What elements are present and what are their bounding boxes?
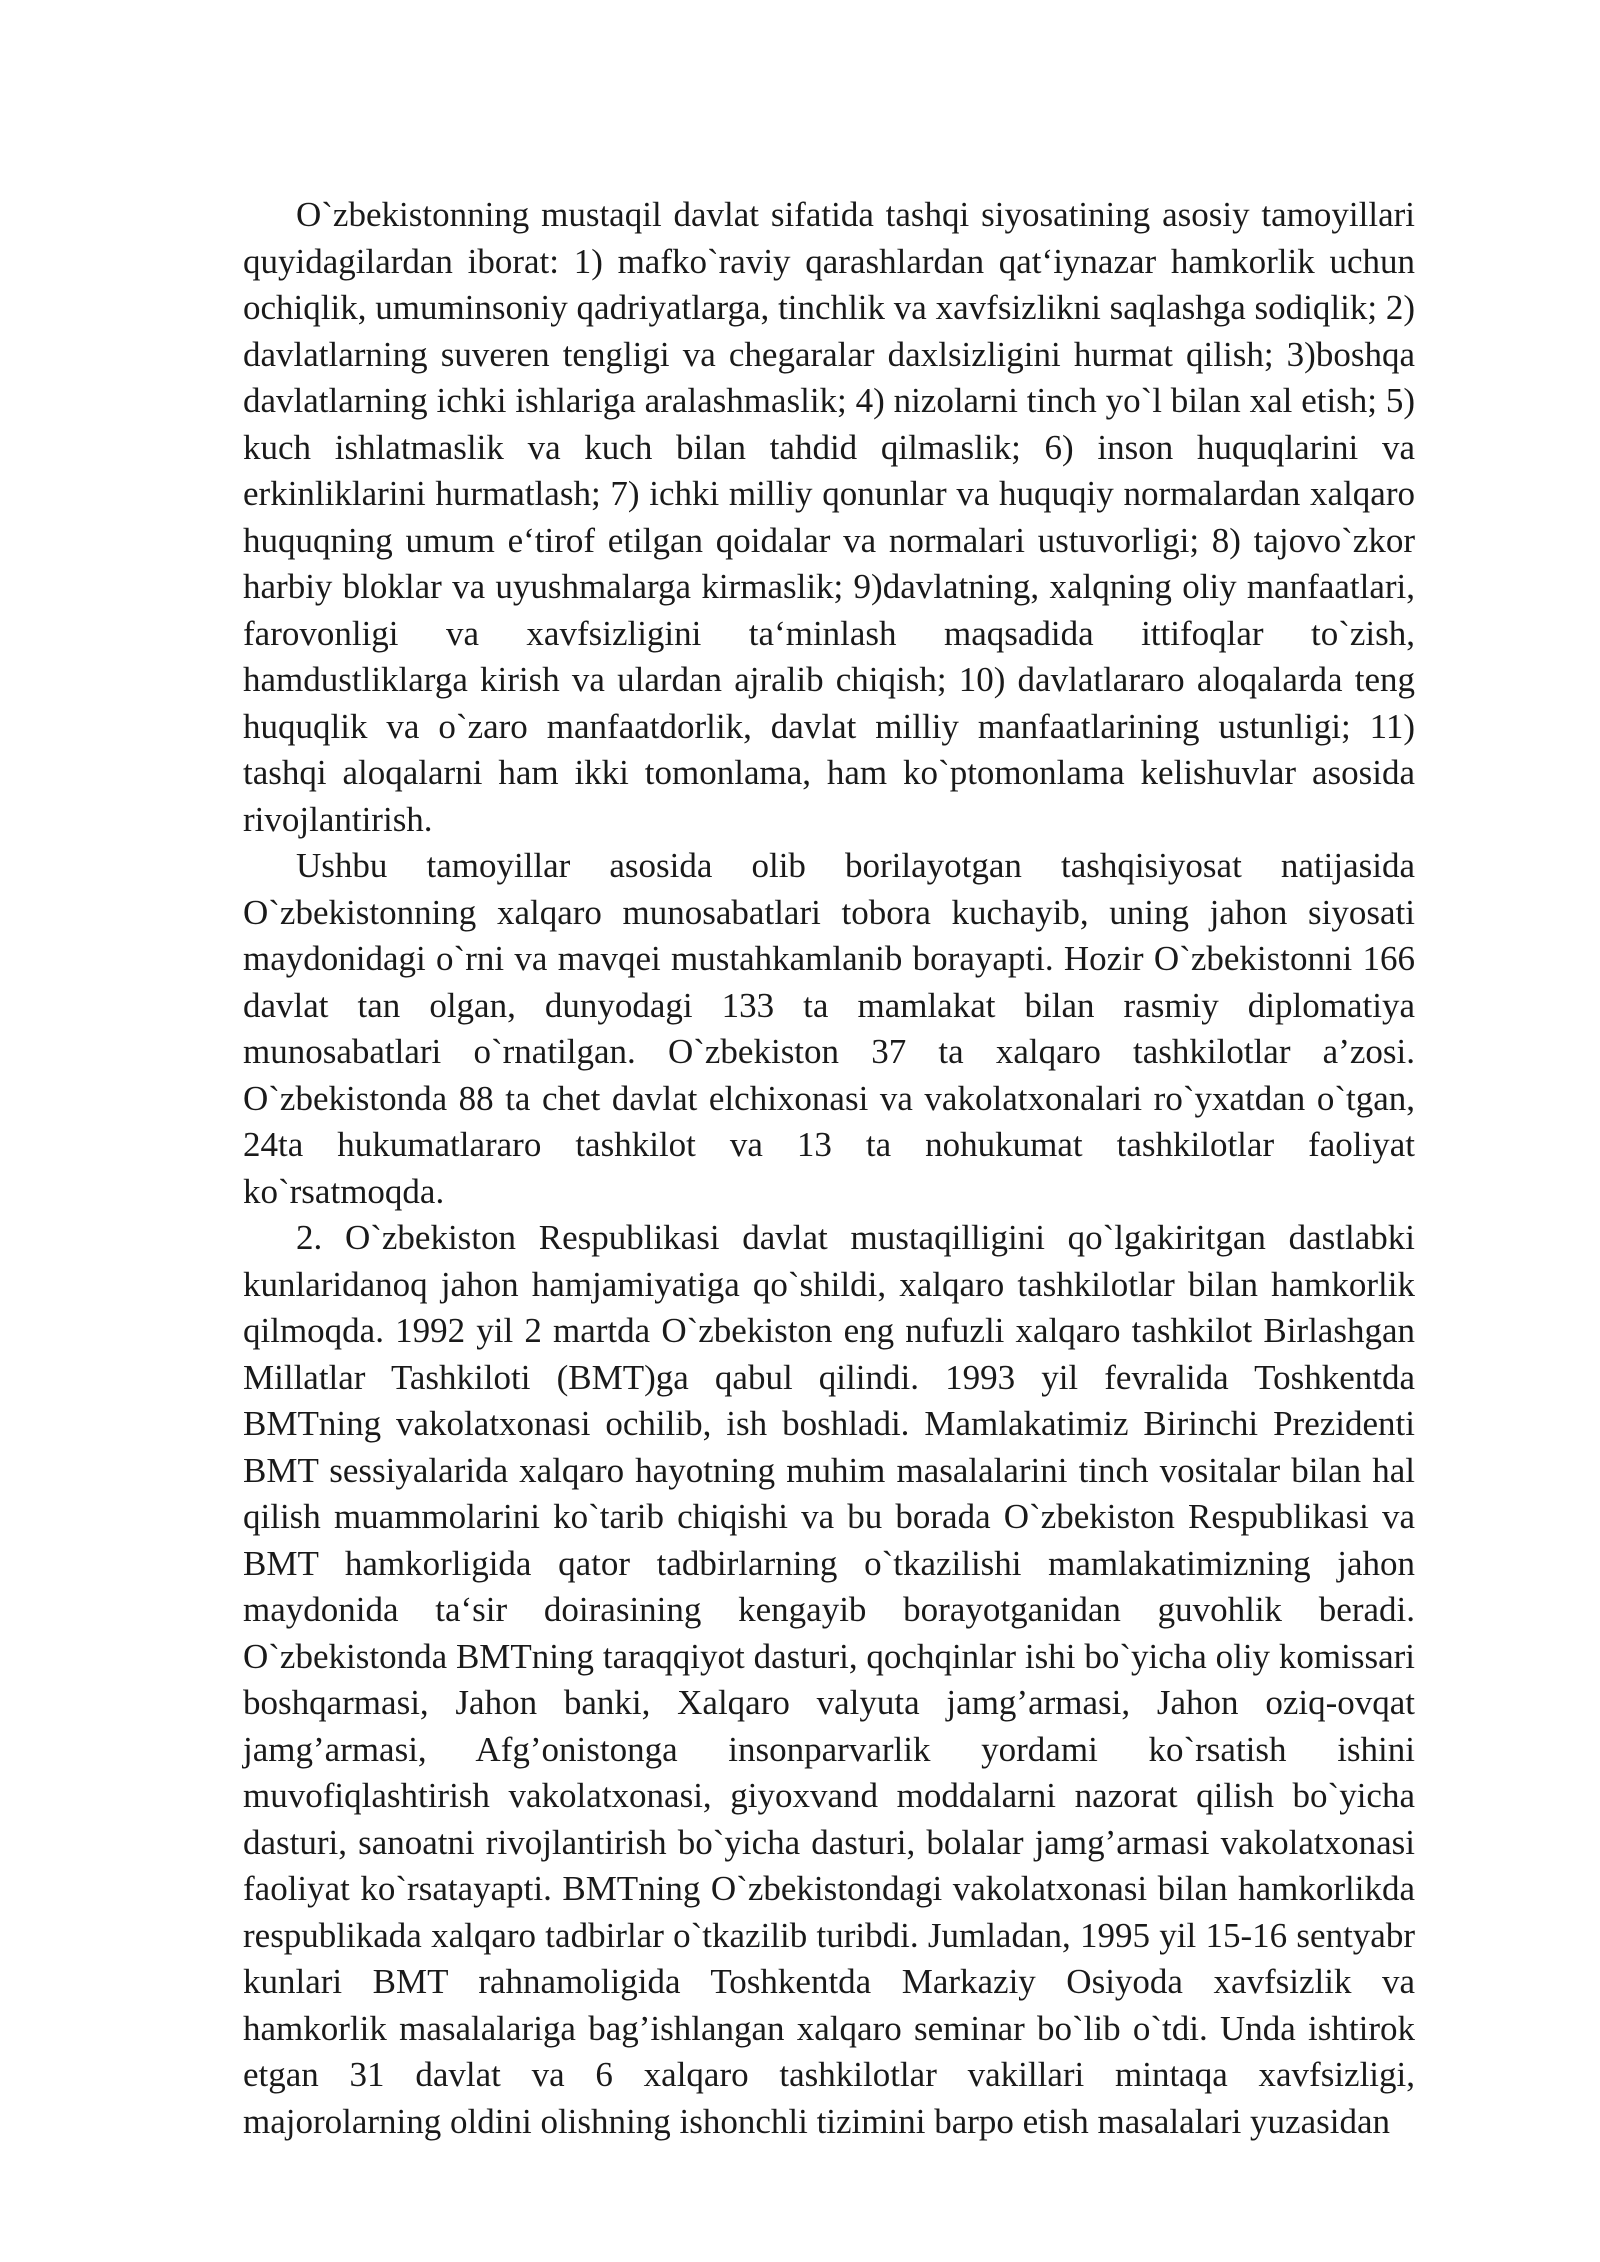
document-body <box>243 192 1415 2145</box>
paragraph-foreign-relations: Ushbu tamoyillar asosida olib borilayotgan tashqisiyosat natijasida O`zbekistonning xalqaro munosabatlari tobora kuchayib, uning jahon siyosati maydonidagi o`rni va mavqei mustahkamlanib borayapti. Hozir O`zbekistonni 166 davlat tan olgan, dunyodagi 133 ta mamlakat bilan rasmiy diplomatiya munosabatlari o`rnatilgan. O`zbekiston 37 ta xalqaro tashkilotlar a’zosi. O`zbekistonda 88 ta chet davlat elchixonasi va vakolatxonalari ro`yxatdan o`tgan, 24ta hukumatlararo tashkilot va 13 ta nohukumat tashkilotlar faoliyat ko`rsatmoqda. <box>243 846 1415 1211</box>
paragraph-principles: O`zbekistonning mustaqil davlat sifatida tashqi siyosatining asosiy tamoyillari quyidagilardan iborat: 1) mafko`raviy qarashlardan qat‘iynazar hamkorlik uchun ochiqlik, umuminsoniy qadriyatlarga, tinchlik va xavfsizlikni saqlashga sodiqlik; 2) davlatlarning suveren tengligi va chegaralar daxlsizligini hurmat qilish; 3)boshqa davlatlarning ichki ishlariga aralashmaslik; 4) nizolarni tinch yo`l bilan xal etish; 5) kuch ishlatmaslik va kuch bilan tahdid qilmaslik; 6) inson huquqlarini va erkinliklarini hurmatlash; 7) ichki milliy qonunlar va huquqiy normalardan xalqaro huquqning umum e‘tirof etilgan qoidalar va normalari ustuvorligi; 8) tajovo`zkor harbiy bloklar va uyushmalarga kirmaslik; 9)davlatning, xalqning oliy manfaatlari, farovonligi va xavfsizligini ta‘minlash maqsadida ittifoqlar to`zish, hamdustliklarga kirish va ulardan ajralib chiqish; 10) davlatlararo aloqalarda teng huquqlik va o`zaro manfaatdorlik, davlat milliy manfaatlarining ustunligi; 11) tashqi aloqalarni ham ikki tomonlama, ham ko`ptomonlama kelishuvlar asosida rivojlantirish. <box>243 195 1415 839</box>
paragraph-un-cooperation: 2. O`zbekiston Respublikasi davlat mustaqilligini qo`lgakiritgan dastlabki kunlaridanoq jahon hamjamiyatiga qo`shildi, xalqaro tashkilotlar bilan hamkorlik qilmoqda. 1992 yil 2 martda O`zbekiston eng nufuzli xalqaro tashkilot Birlashgan Millatlar Tashkiloti (BMT)ga qabul qilindi. 1993 yil fevralida Toshkentda BMTning vakolatxonasi ochilib, ish boshladi. Mamlakatimiz Birinchi Prezidenti BMT sessiyalarida xalqaro hayotning muhim masalalarini tinch vositalar bilan hal qilish muammolarini ko`tarib chiqishi va bu borada O`zbekiston Respublikasi va BMT hamkorligida qator tadbirlarning o`tkazilishi mamlakatimizning jahon maydonida ta‘sir doirasining kengayib borayotganidan guvohlik beradi. O`zbekistonda BMTning taraqqiyot dasturi, qochqinlar ishi bo`yicha oliy komissari boshqarmasi, Jahon banki, Xalqaro valyuta jamg’armasi, Jahon oziq-ovqat jamg’armasi, Afg’onistonga insonparvarlik yordami ko`rsatish ishini muvofiqlashtirish vakolatxonasi, giyoxvand moddalarni nazorat qilish bo`yicha dasturi, sanoatni rivojlantirish bo`yicha dasturi, bolalar jamg’armasi vakolatxonasi faoliyat ko`rsatayapti. BMTning O`zbekistondagi vakolatxonasi bilan hamkorlikda respublikada xalqaro tadbirlar o`tkazilib turibdi. Jumladan, 1995 yil 15-16 sentyabr kunlari BMT rahnamoligida Toshkentda Markaziy Osiyoda xavfsizlik va hamkorlik masalalariga bag’ishlangan xalqaro seminar bo`lib o`tdi. Unda ishtirok etgan 31 davlat va 6 xalqaro tashkilotlar vakillari mintaqa xavfsizligi, majorolarning oldini olishning ishonchli tizimini barpo etish masalalari yuzasidan <box>243 1218 1415 2141</box>
